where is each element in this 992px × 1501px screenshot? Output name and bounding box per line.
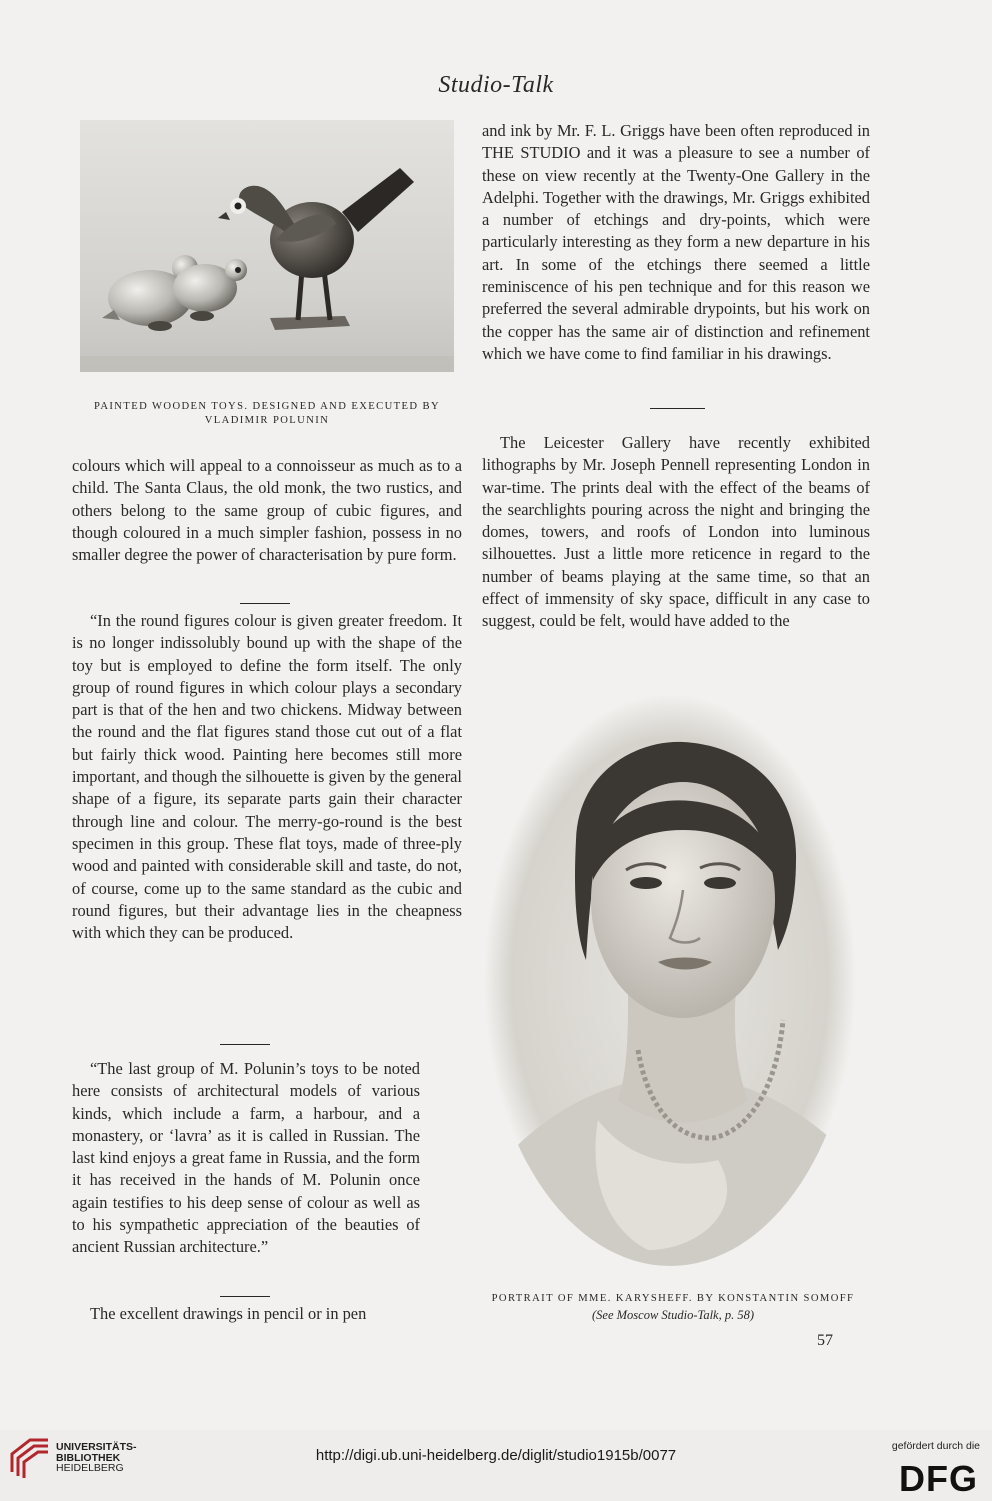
left-para-4: The excellent drawings in pencil or in pen <box>90 1304 367 1323</box>
viewer-footer <box>0 1430 992 1501</box>
right-para-1: and ink by Mr. F. L. Griggs have been often reproduced in THE STUDIO and it was a pleasure to see a number of these on view recently at the Twenty-One Gallery in the Adelphi. Together with the drawings, Mr. Griggs exhibited a number of etchings and dry-points, which were particularly interesting as they form a new departure in his art. In some of the etchings there seemed a little reminiscence of his pen technique and for this reason we preferred the several admirable drypoints, but his work on the copper has the same air of distinction and refinement which we have come to find familiar in his drawings. <box>482 121 870 363</box>
left-column-top <box>72 455 462 566</box>
left-para-3: “The last group of M. Polunin’s toys to be noted here consists of architectural models of various kinds, which include a farm, a harbour, and a monastery, or ‘lavra’ as it is called in Russian. The last kind enjoys a great fame in Russia, and the form it has received in the hands of M. Polunin once again testifies to his deep sense of colour as well as to his sympathetic appreciation of the beauties of ancient Russian architecture.” <box>72 1059 420 1257</box>
library-line-3: HEIDELBERG <box>56 1462 124 1474</box>
portrait-image <box>478 690 862 1270</box>
right-para-2: The Leicester Gallery have recently exhibited lithographs by Mr. Joseph Pennell representing London in war-time. The prints deal with the effect of the beams of the searchlights pouring across the night and bringing the domes, towers, and roofs of London into luminous silhouettes. Just a little more reticence in regard to the number of beams playing at the same time, so that an effect of immensity of sky space, difficult in any case to suggest, could be felt, would have added to the <box>482 433 870 631</box>
dfg-logo: DFG <box>899 1458 978 1499</box>
toys-photograph <box>80 120 454 372</box>
left-column-bottom <box>72 1303 420 1325</box>
right-column-middle <box>482 432 870 633</box>
left-column-lower <box>72 1058 420 1259</box>
toys-caption-line2: VLADIMIR POLUNIN <box>204 415 330 426</box>
section-divider <box>650 408 705 409</box>
toys-illustration <box>80 120 454 372</box>
portrait-illustration <box>478 690 862 1270</box>
portrait-caption: PORTRAIT OF MME. KARYSHEFF. BY KONSTANTIN SOMOFF <box>491 1293 855 1304</box>
toys-caption <box>70 400 464 428</box>
funded-by-label: gefördert durch die <box>891 1440 980 1452</box>
portrait-subcaption: (See Moscow Studio-Talk, p. 58) <box>591 1308 755 1322</box>
right-column-top <box>482 120 870 365</box>
left-column-middle <box>72 610 462 944</box>
left-para-1: colours which will appeal to a connoisseur as much as to a child. The Santa Claus, the old monk, the two rustics, and others belong to the same group of cubic figures, and though coloured in a much simpler fashion, possess in no smaller degree the power of characterisation by pure form. <box>72 456 462 565</box>
toys-caption-line1: PAINTED WOODEN TOYS. DESIGNED AND EXECUTED BY <box>94 401 440 412</box>
library-line-1: UNIVERSITÄTS- <box>56 1441 137 1453</box>
page-number: 57 <box>817 1332 833 1349</box>
section-divider <box>220 1296 270 1297</box>
section-divider <box>240 603 290 604</box>
running-head: Studio-Talk <box>438 72 554 98</box>
section-divider <box>220 1044 270 1045</box>
library-line-2: BIBLIOTHEK <box>56 1451 121 1464</box>
left-para-2: “In the round figures colour is given greater freedom. It is no longer indissolubly bound up with the shape of the toy but is employed to define the form itself. The only group of round figures in which colour plays a secondary part is that of the hen and two chickens. Midway between the round and the flat figures stand those cut out of a flat but fairly thick wood. Painting here becomes still more important, and though the silhouette is given by the general shape of a figure, its separate parts gain their character through line and colour. The merry-go-round is the best specimen in this group. These flat toys, made of three-ply wood and painted with considerable skill and taste, do not, of course, come up to the same standard as the cubic and round figures, but their advantage lies in the cheapness with which they can be produced. <box>72 611 462 943</box>
permalink-url[interactable]: http://digi.ub.uni-heidelberg.de/diglit/studio1915b/0077 <box>315 1447 677 1464</box>
